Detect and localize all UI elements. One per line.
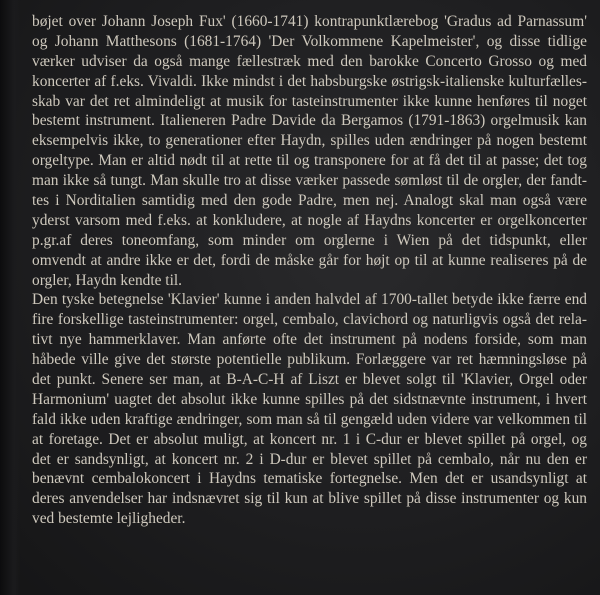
text-line: deres anvendelser har indsnævret sig til kun at blive spillet på disse instrumenter og kun: [32, 490, 587, 508]
page-edge-shadow: [0, 0, 20, 595]
text-line: at foretage. Det er absolut muligt, at koncert nr. 1 i C-dur er blevet spillet på orgel, og: [32, 430, 587, 448]
text-line: skab var det ret almindeligt at musik for tasteinstrumenter ikke kunne henføres til noget: [32, 92, 587, 110]
text-line: håbede ville give det største potentielle publikum. Forlæggere var ret hæmningsløse på: [32, 351, 587, 369]
text-line: Den tyske betegnelse 'Klavier' kunne i anden halvdel af 1700-tallet betyde ikke færre end: [32, 291, 587, 309]
text-line: fald ikke uden kraftige ændringer, som man så til gengæld uden videre var velkommen til: [32, 410, 587, 428]
text-line: og Johann Matthesons (1681-1764) 'Der Volkommene Kapelmeister', og disse tidlige: [32, 32, 587, 50]
text-line: yderst varsom med f.eks. at konkludere, at nogle af Haydns koncerter er orgelkoncerter: [32, 211, 587, 229]
text-line: tivt nye hammerklaver. Man anførte ofte det instrument på nodens forside, som man: [32, 331, 587, 349]
text-line: det punkt. Senere ser man, at B-A-C-H af Liszt er blevet solgt til 'Klavier, Orgel oder: [32, 371, 587, 389]
text-line: omvendt at andre ikke er det, fordi de måske går for højt op til at kunne realiseres på de: [32, 251, 587, 269]
body-text: [32, 12, 587, 529]
text-line: orgeltype. Man er altid nødt til at rette til og transponere for at få det til at passe; det tog: [32, 152, 587, 170]
text-line: bestemt instrument. Italieneren Padre Davide da Bergamos (1791-1863) orgelmusik kan: [32, 112, 587, 130]
text-line: værker udviser da også mange fællestræk med den barokke Concerto Grosso og med: [32, 52, 587, 70]
text-line: Harmonium' uagtet det absolut ikke kunne spilles på det sidstnævnte instrument, i hvert: [32, 390, 587, 408]
text-line: benævnt cembalokoncert i Haydns tematiske fortegnelse. Men det er usandsynligt at: [32, 470, 587, 488]
text-line: eksempelvis ikke, to generationer efter Haydn, spilles uden ændringer på nogen bestemt: [32, 132, 587, 150]
text-line: koncerter af f.eks. Vivaldi. Ikke mindst i det habsburgske østrigsk-italienske kulturfælles-: [32, 72, 587, 90]
text-line: tes i Norditalien samtidig med den gode Padre, men nej. Analogt skal man også være: [32, 192, 587, 210]
text-line: man ikke så tungt. Man skulle tro at disse værker passede sømløst til de orgler, der fandt-: [32, 172, 587, 190]
text-line: det er sandsynligt, at koncert nr. 2 i D-dur er blevet spillet på cembalo, når nu den er: [32, 450, 587, 468]
text-line: p.gr.af deres toneomfang, som minder om orglerne i Wien på det tidspunkt, eller: [32, 231, 587, 249]
text-line: fire forskellige tasteinstrumenter: orgel, cembalo, clavichord og naturligvis også det rela-: [32, 311, 587, 329]
text-line: orgler, Haydn kendte til.: [32, 271, 182, 289]
text-line: bøjet over Johann Joseph Fux' (1660-1741) kontrapunktlærebog 'Gradus ad Parnassum': [32, 13, 587, 30]
text-line: ved bestemte lejligheder.: [32, 510, 186, 528]
